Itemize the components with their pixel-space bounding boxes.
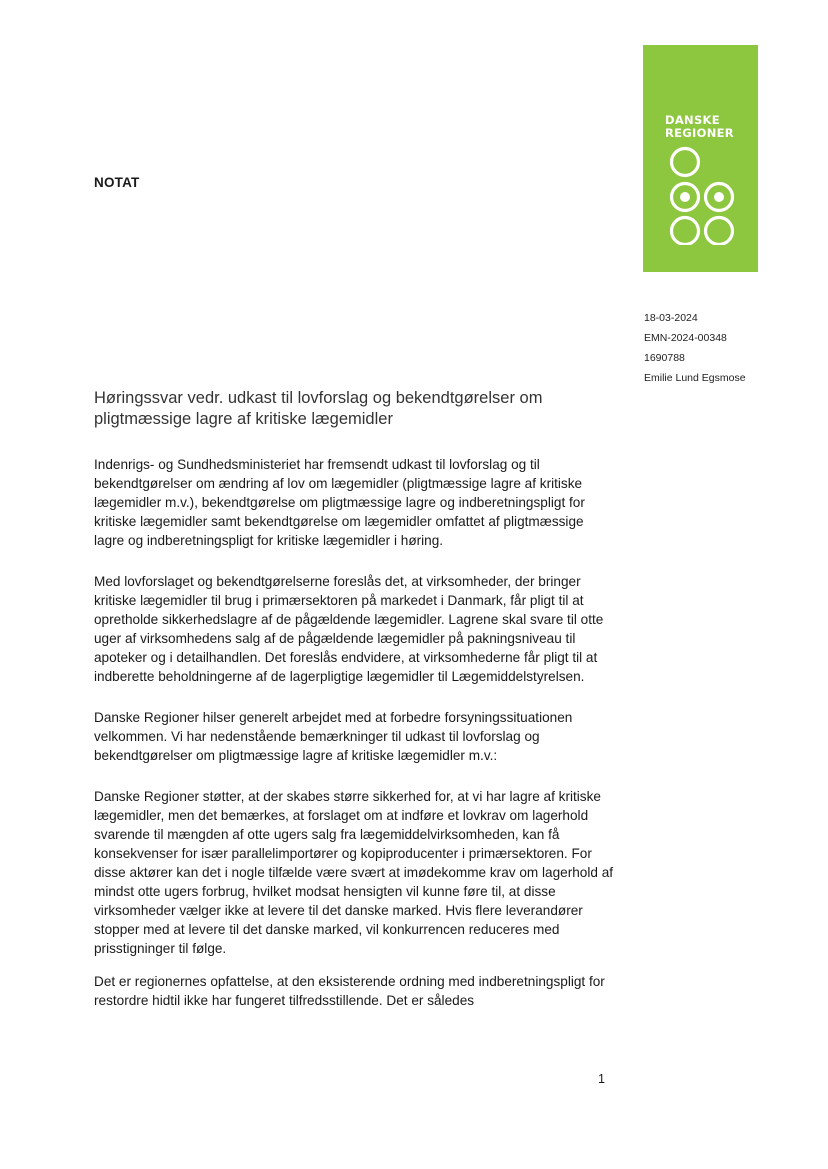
case-number: EMN-2024-00348 <box>644 332 727 344</box>
logo-wordmark: DANSKE REGIONER <box>665 113 734 140</box>
page-number: 1 <box>598 1072 605 1086</box>
author-name: Emilie Lund Egsmose <box>644 372 746 384</box>
document-subject: Høringssvar vedr. udkast til lovforslag og bekendtgørelser om pligtmæssige lagre af kritiske lægemidler <box>94 389 543 428</box>
document-type-label: NOTAT <box>94 175 140 190</box>
danske-regioner-logo <box>643 45 758 272</box>
paragraph: Med lovforslaget og bekendtgørelserne foreslås det, at virksomheder, der bringer kritiske lægemidler til brug i primærsektoren på markedet i Danmark, får pligt til at opretholde sikkerhedslagre af de pågældende lægemidler. Lagrene skal svare til otte uger af virksomhedens salg af de pågældende lægemidler på pakningsniveau til apoteker og i detailhandlen. Det foreslås endvidere, at virksomhederne får pligt til at indberette beholdningerne af de lagerpligtige lægemidler til Lægemiddelstyrelsen. <box>94 574 604 684</box>
document-number: 1690788 <box>644 352 685 364</box>
paragraph: Indenrigs- og Sundhedsministeriet har fremsendt udkast til lovforslag og til bekendtgørelser om ændring af lov om lægemidler (pligtmæssige lagre af kritiske lægemidler m.v.), bekendtgørelse om pligtmæssige lagre og indberetningspligt for kritiske lægemidler samt bekendtgørelse om lægemidler omfattet af pligtmæssige lagre og indberetningspligt for kritiske lægemidler i høring. <box>94 457 585 548</box>
paragraph: Danske Regioner hilser generelt arbejdet med at forbedre forsyningssituationen velkommen. Vi har nedenstående bemærkninger til udkast til lovforslag og bekendtgørelser om pligtmæssige lagre af kritiske lægemidler m.v.: <box>94 710 573 763</box>
logo-circles-icon <box>663 145 743 245</box>
document-date: 18-03-2024 <box>644 312 698 324</box>
document-metadata <box>644 308 746 388</box>
document-body <box>94 455 614 1032</box>
paragraph: Det er regionernes opfattelse, at den eksisterende ordning med indberetningspligt for restordre hidtil ikke har fungeret tilfredsstillende. Det er således <box>94 974 605 1008</box>
paragraph: Danske Regioner støtter, at der skabes større sikkerhed for, at vi har lagre af kritiske lægemidler, men det bemærkes, at forslaget om at indføre et lovkrav om lagerhold svarende til mængden af otte ugers salg fra lægemiddelvirksomheden, kan få konsekvenser for især parallelimportører og kopiproducenter i primærsektoren. For disse aktører kan det i nogle tilfælde være svært at imødekomme krav om lagerhold af mindst otte ugers forbrug, hvilket modsat hensigten vil kunne føre til, at disse virksomheder vælger ikke at levere til det danske marked. Hvis flere leverandører stopper med at levere til det danske marked, vil konkurrencen reduceres med prisstigninger til følge. <box>94 789 614 956</box>
